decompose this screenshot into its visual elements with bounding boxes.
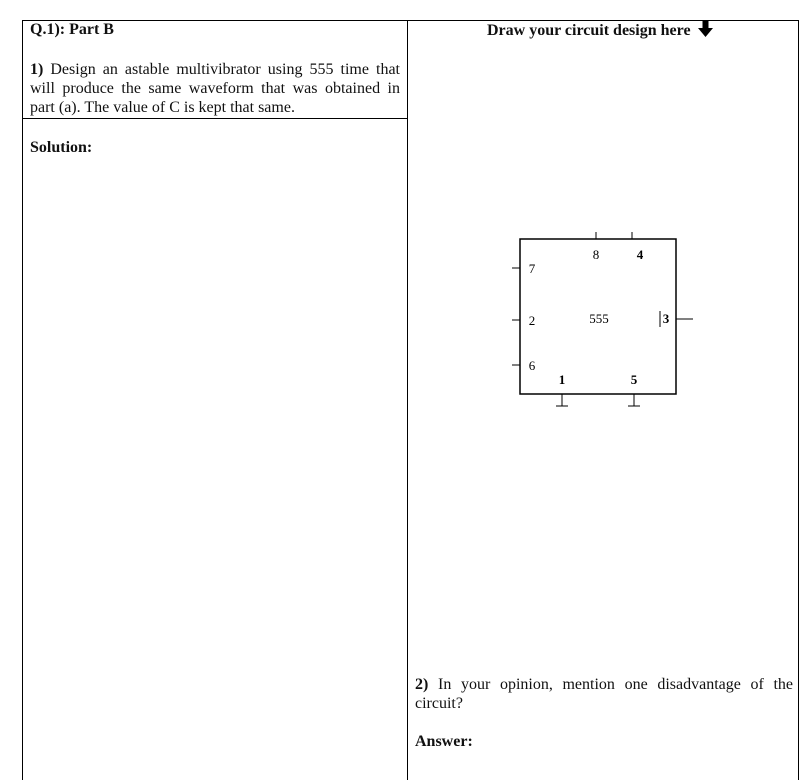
pin-3-label: 3: [662, 311, 670, 326]
question-title: Q.1): Part B: [30, 21, 114, 38]
question-1: [30, 60, 400, 117]
question-1-number: 1): [30, 61, 44, 78]
pin-8-label: 8: [592, 247, 600, 262]
draw-title-text: Draw your circuit design here: [487, 22, 691, 39]
question-2: [415, 675, 793, 713]
pin-2-label: 2: [528, 313, 536, 328]
solution-label: Solution:: [30, 139, 93, 156]
ic-555-diagram: [500, 230, 700, 430]
row-divider: [22, 118, 408, 119]
chip-label: 555: [589, 311, 609, 326]
answer-label: Answer:: [415, 733, 473, 750]
pin-4-label: 4: [636, 247, 644, 262]
pin-5-label: 5: [630, 372, 638, 387]
pin-7-label: 7: [528, 261, 536, 276]
question-2-text: In your opinion, mention one disadvantage of the circuit?: [415, 676, 794, 712]
question-1-text: Design an astable multivibrator using 555 time that will produce the same waveform that was obtained in part (a). The value of C is kept that same.: [30, 61, 401, 116]
down-arrow-icon: [698, 21, 713, 42]
draw-title: [487, 21, 713, 42]
pin-1-label: 1: [558, 372, 566, 387]
column-divider: [407, 20, 408, 780]
pin-6-label: 6: [528, 358, 536, 373]
question-2-number: 2): [415, 676, 429, 693]
